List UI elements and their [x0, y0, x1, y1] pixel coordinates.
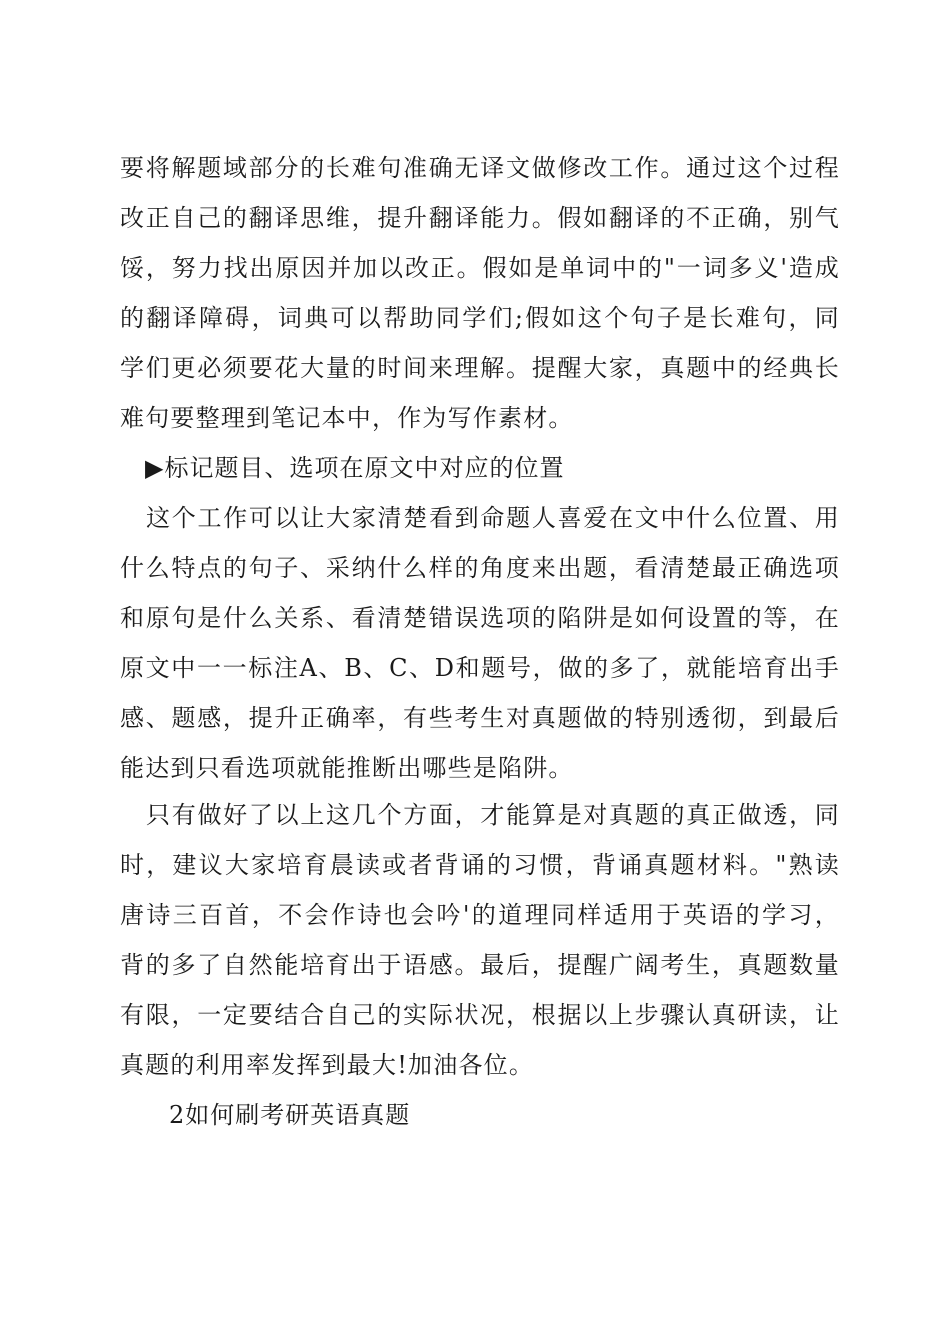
paragraph-3-line-6: 真题的利用率发挥到最大!加油各位。	[120, 1051, 535, 1079]
paragraph-1-line-4: 的翻译障碍，词典可以帮助同学们;假如这个句子是长难句，同	[120, 304, 840, 332]
paragraph-2-line-6: 能达到只看选项就能推断出哪些是陷阱。	[120, 754, 574, 782]
paragraph-3-line-2: 时，建议大家培育晨读或者背诵的习惯，背诵真题材料。"熟读	[120, 851, 840, 879]
section-heading-mark-options: ▶标记题目、选项在原文中对应的位置	[145, 454, 565, 482]
paragraph-2-line-2: 什么特点的句子、采纳什么样的角度来出题，看清楚最正确选项	[120, 554, 840, 582]
paragraph-1-line-1: 要将解题域部分的长难句准确无译文做修改工作。通过这个过程	[120, 154, 840, 182]
paragraph-1	[120, 143, 840, 443]
paragraph-2	[120, 493, 840, 793]
paragraph-1-line-2: 改正自己的翻译思维，提升翻译能力。假如翻译的不正确，别气	[120, 204, 840, 232]
paragraph-2-line-5: 感、题感，提升正确率，有些考生对真题做的特别透彻，到最后	[120, 704, 840, 732]
section-heading-how-to-practice: 2如何刷考研英语真题	[169, 1101, 411, 1129]
paragraph-1-line-5: 学们更必须要花大量的时间来理解。提醒大家，真题中的经典长	[120, 354, 840, 382]
paragraph-3-line-1: 只有做好了以上这几个方面，才能算是对真题的真正做透，同	[146, 801, 840, 829]
paragraph-2-line-3: 和原句是什么关系、看清楚错误选项的陷阱是如何设置的等，在	[120, 604, 840, 632]
paragraph-3-line-3: 唐诗三百首，不会作诗也会吟'的道理同样适用于英语的学习，	[120, 901, 840, 929]
paragraph-3-line-5: 有限，一定要结合自己的实际状况，根据以上步骤认真研读，让	[120, 1001, 840, 1029]
paragraph-3	[120, 790, 840, 1090]
paragraph-1-line-3: 馁，努力找出原因并加以改正。假如是单词中的"一词多义'造成	[120, 254, 840, 282]
paragraph-3-line-4: 背的多了自然能培育出于语感。最后，提醒广阔考生，真题数量	[120, 951, 840, 979]
paragraph-2-line-1: 这个工作可以让大家清楚看到命题人喜爱在文中什么位置、用	[146, 504, 840, 532]
paragraph-1-line-6: 难句要整理到笔记本中，作为写作素材。	[120, 404, 574, 432]
paragraph-2-line-4: 原文中一一标注A、B、C、D和题号，做的多了，就能培育出手	[120, 654, 840, 682]
